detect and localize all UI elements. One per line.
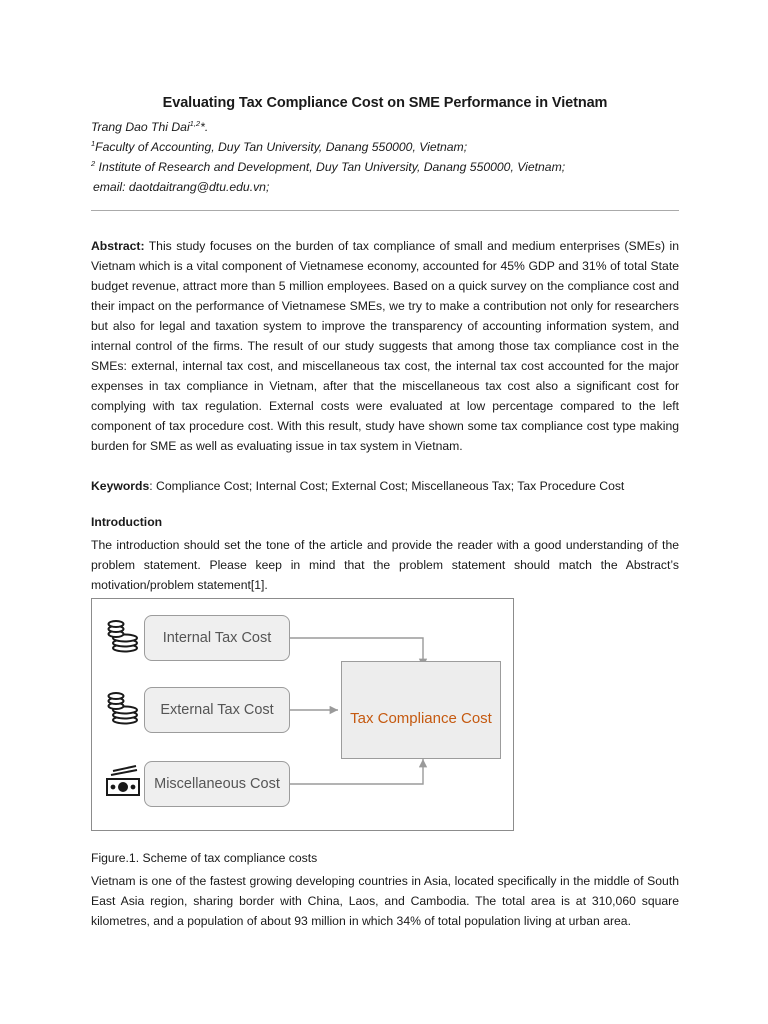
abstract-text: This study focuses on the burden of tax compliance of small and medium enterprises (SMEs) in Vietnam which is a vital component of Vietnamese economy, accounted for 45% GDP and 31% of total State budget revenue, attract more than 5 million employees. Based on a quick survey on the compliance cost and their impact on the performance of Vietnamese SMEs, we try to make a contribution not only for researchers but also for legal and taxation system to improve the transparency of accounting information system, and internal control of the firms. The result of our study suggests that among those tax compliance cost in the SMEs: external, internal tax cost, and miscellaneous tax cost, the internal tax cost accounted for the major expenses in tax compliance in Vietnam, after that the miscellaneous tax cost also a significant cost for complying with tax regulation. External costs were evaluated at low percentage compared to the left component of tax procedure cost. With this result, study have shown some tax compliance cost type making burden for SME as well as evaluating issue in tax system in Vietnam. xyxy=(91,239,679,453)
figure-caption: Figure.1. Scheme of tax compliance costs xyxy=(91,851,318,865)
author-sup: 1,2 xyxy=(189,119,201,128)
affiliation-2 xyxy=(91,159,565,174)
introduction-text: The introduction should set the tone of the article and provide the reader with a good understanding of the problem statement. Please keep in mind that the problem statement should match the Abstract’s motivation/problem statement[1]. xyxy=(91,538,679,592)
header-divider xyxy=(91,210,679,211)
paper-title: Evaluating Tax Compliance Cost on SME Performance in Vietnam xyxy=(162,95,608,111)
affiliation-2-sup: 2 xyxy=(91,159,96,168)
keywords-label: Keywords xyxy=(91,479,150,493)
body-paragraph: Vietnam is one of the fastest growing developing countries in Asia, located specifically in the middle of South East Asia region, sharing border with China, Laos, and Cambodia. The total area is at 310,060 square kilometres, and a population of about 93 million in which 34% of total population living at urban area. xyxy=(91,874,679,928)
abstract xyxy=(91,236,679,456)
author-name: Trang Dao Thi Dai xyxy=(91,120,190,135)
tax-compliance-cost-label: Tax Compliance Cost xyxy=(350,710,492,727)
author-suffix: *. xyxy=(200,120,209,135)
affiliation-1 xyxy=(91,139,467,154)
coins-icon xyxy=(109,693,138,724)
affiliation-1-text: Faculty of Accounting, Duy Tan University, Danang 550000, Vietnam; xyxy=(95,140,468,155)
coins-icon xyxy=(109,621,138,652)
money-bill-icon xyxy=(107,766,139,795)
keywords xyxy=(91,476,679,496)
arrow-misc xyxy=(290,759,423,784)
affiliation-1-sup: 1 xyxy=(91,139,96,148)
miscellaneous-cost-box: Miscellaneous Cost xyxy=(144,761,290,807)
author-email: email: daotdaitrang@dtu.edu.vn; xyxy=(93,180,270,194)
introduction-heading: Introduction xyxy=(91,515,163,529)
tax-compliance-cost-box xyxy=(341,661,501,759)
keywords-text: : Compliance Cost; Internal Cost; External Cost; Miscellaneous Tax; Tax Procedure Cost xyxy=(149,479,625,493)
abstract-label: Abstract: xyxy=(91,239,145,253)
external-tax-cost-box: External Tax Cost xyxy=(144,687,290,733)
affiliation-2-text: Institute of Research and Development, Duy Tan University, Danang 550000, Vietnam; xyxy=(95,160,566,175)
figure-scheme xyxy=(91,598,514,831)
author-line xyxy=(91,119,208,134)
internal-tax-cost-box: Internal Tax Cost xyxy=(144,615,290,661)
